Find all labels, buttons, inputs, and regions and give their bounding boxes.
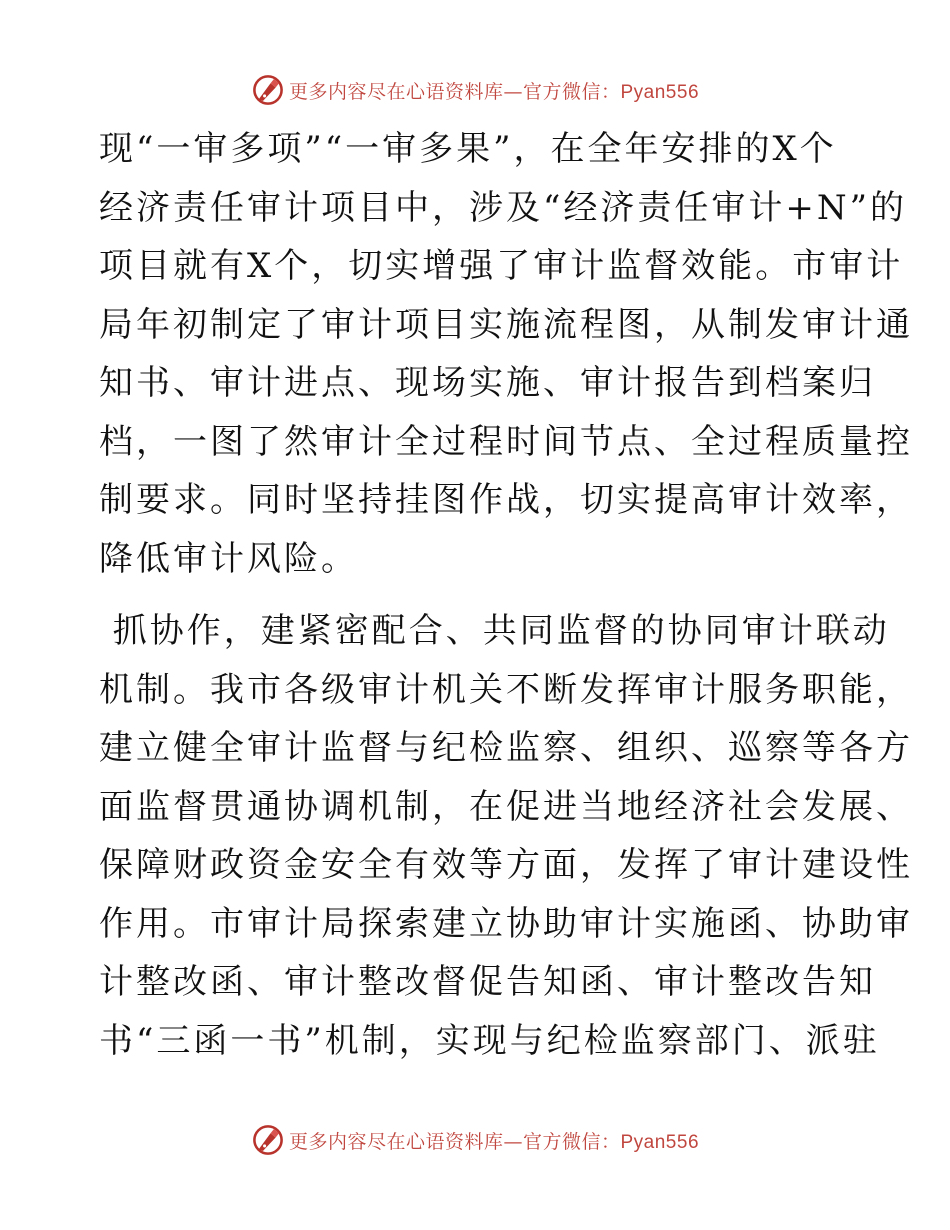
text-line: 现“一审多项”“一审多果”，在全年安排的X个 bbox=[99, 129, 837, 169]
footer-banner bbox=[0, 1120, 950, 1160]
footer-banner-text bbox=[289, 1127, 699, 1154]
text-line: 局年初制定了审计项目实施流程图，从制发审计通 bbox=[99, 304, 913, 345]
text-line: 项目就有X个，切实增强了审计监督效能。市审计 bbox=[99, 246, 904, 286]
text-line: 档，一图了然审计全过程时间节点、全过程质量控 bbox=[99, 421, 913, 462]
document-body bbox=[99, 120, 913, 1070]
text-line: 书“三函一书”机制，实现与纪检监察部门、派驻 bbox=[99, 1020, 880, 1061]
paragraph-1 bbox=[99, 120, 913, 588]
text-line: 机制。我市各级审计机关不断发挥审计服务职能， bbox=[99, 669, 913, 710]
text-line: 制要求。同时坚持挂图作战，切实提高审计效率， bbox=[99, 480, 913, 520]
header-banner-wechat-id: Pyan556 bbox=[620, 81, 700, 103]
text-line: 保障财政资金安全有效等方面，发挥了审计建设性 bbox=[99, 845, 913, 885]
text-line: 降低审计风险。 bbox=[99, 538, 358, 579]
paragraph-2 bbox=[99, 602, 913, 1070]
pen-nib-logo-icon bbox=[251, 73, 285, 107]
text-line: 抓协作，建紧密配合、共同监督的协同审计联动 bbox=[99, 611, 890, 651]
header-banner bbox=[0, 70, 950, 110]
text-line: 经济责任审计项目中，涉及“经济责任审计+N”的 bbox=[99, 187, 908, 228]
text-line: 作用。市审计局探索建立协助审计实施函、协助审 bbox=[99, 903, 913, 944]
text-line: 知书、审计进点、现场实施、审计报告到档案归 bbox=[99, 363, 876, 403]
footer-banner-wechat-id: Pyan556 bbox=[620, 1131, 700, 1153]
paragraph-gap bbox=[99, 588, 859, 602]
footer-banner-label: 更多内容尽在心语资料库—官方微信： bbox=[288, 1130, 621, 1153]
text-line: 建立健全审计监督与纪检监察、组织、巡察等各方 bbox=[99, 728, 913, 768]
header-banner-text bbox=[289, 77, 699, 104]
text-line: 面监督贯通协调机制，在促进当地经济社会发展、 bbox=[99, 786, 913, 827]
header-banner-label: 更多内容尽在心语资料库—官方微信： bbox=[288, 80, 621, 103]
pen-nib-logo-icon bbox=[251, 1123, 285, 1157]
text-line: 计整改函、审计整改督促告知函、审计整改告知 bbox=[99, 962, 876, 1002]
